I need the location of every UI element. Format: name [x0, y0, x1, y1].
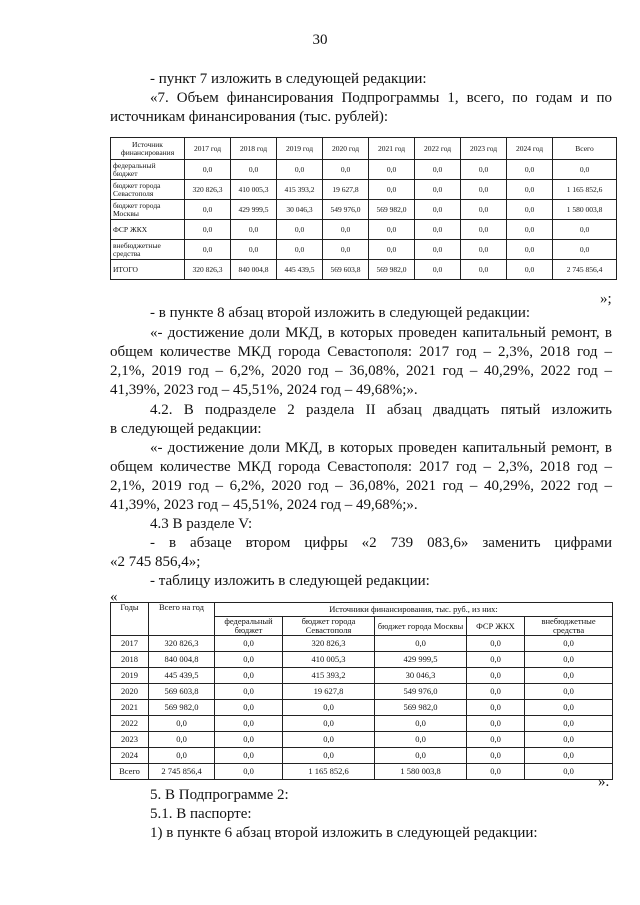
- table-cell: 0,0: [525, 652, 613, 668]
- table-row: [111, 652, 613, 668]
- table-cell: 0,0: [323, 240, 369, 260]
- paragraph: «7. Объем финансирования Подпрограммы 1, всего, по годам и по: [150, 90, 612, 106]
- table-cell: 0,0: [525, 700, 613, 716]
- table-cell: 2018: [111, 652, 149, 668]
- table-cell: 0,0: [231, 220, 277, 240]
- table-row: [111, 220, 617, 240]
- table-cell: 0,0: [369, 240, 415, 260]
- table-cell: 0,0: [461, 200, 507, 220]
- table-row: [111, 160, 617, 180]
- table-cell: 320 826,3: [185, 260, 231, 280]
- table-cell: 415 393,2: [277, 180, 323, 200]
- paragraph: 4.2. В подразделе 2 раздела II абзац двадцать пятый изложить: [150, 402, 612, 418]
- table-cell: 0,0: [215, 668, 283, 684]
- table-row: [111, 240, 617, 260]
- table-cell: 0,0: [461, 180, 507, 200]
- table-cell: 1 580 003,8: [375, 764, 467, 780]
- table-cell: 0,0: [461, 160, 507, 180]
- table-cell: 2 745 856,4: [553, 260, 617, 280]
- table-cell: 569 982,0: [375, 700, 467, 716]
- table-header-cell: ФСР ЖКХ: [467, 617, 525, 636]
- table-row: [111, 732, 613, 748]
- table-row: [111, 180, 617, 200]
- table-cell: Всего: [111, 764, 149, 780]
- closing-quote: »;: [600, 291, 612, 307]
- table-cell: 2020: [111, 684, 149, 700]
- table-cell: 2022: [111, 716, 149, 732]
- table-cell: 19 627,8: [283, 684, 375, 700]
- table-cell: 0,0: [467, 636, 525, 652]
- table-cell: 0,0: [553, 160, 617, 180]
- financing-table-1: [110, 137, 617, 280]
- table-cell: 0,0: [277, 220, 323, 240]
- opening-quote: «: [110, 589, 118, 605]
- table-cell: 0,0: [185, 200, 231, 220]
- table-cell: 569 982,0: [149, 700, 215, 716]
- table-cell: 0,0: [323, 220, 369, 240]
- table-cell: 429 999,5: [375, 652, 467, 668]
- paragraph: общем количестве МКД города Севастополя: 2017 год – 2,3%, 2018 год –: [110, 344, 612, 360]
- table-cell: 0,0: [323, 160, 369, 180]
- table-cell: 840 004,8: [231, 260, 277, 280]
- table-cell: 0,0: [215, 764, 283, 780]
- table-cell: 0,0: [149, 716, 215, 732]
- table-cell: 0,0: [467, 700, 525, 716]
- table-row: [111, 200, 617, 220]
- table-cell: 2024: [111, 748, 149, 764]
- table-cell: 0,0: [231, 160, 277, 180]
- table-row: [111, 748, 613, 764]
- table-header-cell: 2022 год: [415, 138, 461, 160]
- table-cell: 0,0: [415, 180, 461, 200]
- paragraph: - пункт 7 изложить в следующей редакции:: [150, 71, 427, 87]
- table-cell: 0,0: [467, 764, 525, 780]
- paragraph: 41,39%, 2023 год – 45,51%, 2024 год – 49,68%;».: [110, 497, 418, 513]
- table-header-cell: федеральный бюджет: [215, 617, 283, 636]
- table-cell: 0,0: [467, 652, 525, 668]
- table-header-cell: 2024 год: [507, 138, 553, 160]
- table-row: [111, 716, 613, 732]
- table-cell: 1 165 852,6: [553, 180, 617, 200]
- paragraph: - таблицу изложить в следующей редакции:: [150, 573, 430, 589]
- table-cell: 0,0: [149, 732, 215, 748]
- table-cell: 0,0: [461, 220, 507, 240]
- table-cell: 0,0: [525, 748, 613, 764]
- table-cell: 0,0: [375, 748, 467, 764]
- table-header-cell: Всего на год: [149, 603, 215, 636]
- table-cell: 0,0: [185, 220, 231, 240]
- table-cell: 445 439,5: [149, 668, 215, 684]
- table-cell: 0,0: [525, 668, 613, 684]
- table-row: [111, 684, 613, 700]
- table-header-cell: Всего: [553, 138, 617, 160]
- table-cell: 0,0: [525, 732, 613, 748]
- table-cell: 415 393,2: [283, 668, 375, 684]
- table-cell: 0,0: [507, 200, 553, 220]
- table-header-cell: 2018 год: [231, 138, 277, 160]
- table-cell: 840 004,8: [149, 652, 215, 668]
- table-cell: 0,0: [525, 636, 613, 652]
- paragraph: 41,39%, 2023 год – 45,51%, 2024 год – 49,68%;».: [110, 382, 418, 398]
- table-cell: 569 982,0: [369, 200, 415, 220]
- table-header-cell: Источники финансирования, тыс. руб., из них:: [215, 603, 613, 617]
- table-cell: 0,0: [507, 180, 553, 200]
- table-cell: 445 439,5: [277, 260, 323, 280]
- table-cell: 1 580 003,8: [553, 200, 617, 220]
- table-cell: 0,0: [185, 160, 231, 180]
- table-cell: 320 826,3: [283, 636, 375, 652]
- table-row: [111, 636, 613, 652]
- table-cell: 0,0: [215, 716, 283, 732]
- table-cell: 0,0: [467, 716, 525, 732]
- table-header-cell: Источник финансирования: [111, 138, 185, 160]
- table-cell: 410 005,3: [283, 652, 375, 668]
- table-cell: 0,0: [467, 684, 525, 700]
- table-cell: федеральный бюджет: [111, 160, 185, 180]
- table-cell: 1 165 852,6: [283, 764, 375, 780]
- table-cell: 2019: [111, 668, 149, 684]
- table-cell: 2 745 856,4: [149, 764, 215, 780]
- table-header-cell: 2023 год: [461, 138, 507, 160]
- paragraph: - в абзаце втором цифры «2 739 083,6» заменить цифрами: [150, 535, 612, 551]
- table-cell: 30 046,3: [277, 200, 323, 220]
- paragraph: - в пункте 8 абзац второй изложить в следующей редакции:: [150, 305, 531, 321]
- table-cell: 429 999,5: [231, 200, 277, 220]
- table-cell: 0,0: [277, 160, 323, 180]
- table-cell: 0,0: [283, 700, 375, 716]
- table-cell: 0,0: [467, 748, 525, 764]
- table-cell: 0,0: [461, 240, 507, 260]
- table-cell: ИТОГО: [111, 260, 185, 280]
- closing-quote: ».: [598, 774, 610, 790]
- table-cell: 0,0: [467, 732, 525, 748]
- paragraph: 5. В Подпрограмме 2:: [150, 787, 289, 803]
- table-header-cell: внебюджетные средства: [525, 617, 613, 636]
- table-cell: бюджет города Севастополя: [111, 180, 185, 200]
- table-cell: 0,0: [277, 240, 323, 260]
- table-cell: 0,0: [415, 240, 461, 260]
- table-cell: 0,0: [375, 636, 467, 652]
- table-cell: 0,0: [525, 684, 613, 700]
- paragraph: «- достижение доли МКД, в которых проведен капитальный ремонт, в: [150, 325, 612, 341]
- table-cell: 0,0: [525, 764, 613, 780]
- table-header-row: [111, 138, 617, 160]
- table-header-cell: 2021 год: [369, 138, 415, 160]
- table-row: [111, 668, 613, 684]
- table-cell: 0,0: [415, 220, 461, 240]
- table-cell: 0,0: [215, 684, 283, 700]
- table-cell: 549 976,0: [375, 684, 467, 700]
- table-cell: 0,0: [215, 636, 283, 652]
- table-cell: 320 826,3: [185, 180, 231, 200]
- table-cell: 19 627,8: [323, 180, 369, 200]
- table-cell: 0,0: [215, 700, 283, 716]
- table-cell: 0,0: [185, 240, 231, 260]
- table-header-cell: бюджет города Севастополя: [283, 617, 375, 636]
- table-cell: 0,0: [507, 260, 553, 280]
- table-cell: 30 046,3: [375, 668, 467, 684]
- table-cell: 320 826,3: [149, 636, 215, 652]
- table-header-cell: 2020 год: [323, 138, 369, 160]
- paragraph: источникам финансирования (тыс. рублей):: [110, 109, 389, 125]
- table-cell: 2017: [111, 636, 149, 652]
- table-cell: ФСР ЖКХ: [111, 220, 185, 240]
- table-cell: 0,0: [375, 732, 467, 748]
- table-cell: 569 982,0: [369, 260, 415, 280]
- paragraph: 2,1%, 2019 год – 6,2%, 2020 год – 36,08%, 2021 год – 40,29%, 2022 год –: [110, 478, 612, 494]
- table-cell: 0,0: [283, 732, 375, 748]
- paragraph: «- достижение доли МКД, в которых проведен капитальный ремонт, в: [150, 440, 612, 456]
- table-header-cell: 2017 год: [185, 138, 231, 160]
- paragraph: 1) в пункте 6 абзац второй изложить в следующей редакции:: [150, 825, 538, 841]
- financing-table-2: [110, 602, 613, 780]
- table-cell: 0,0: [369, 220, 415, 240]
- table-cell: 0,0: [507, 160, 553, 180]
- table-cell: внебюджетные средства: [111, 240, 185, 260]
- table-header-cell: Годы: [111, 603, 149, 636]
- page-number: 30: [312, 32, 328, 48]
- table-cell: 2023: [111, 732, 149, 748]
- table-cell: 0,0: [507, 240, 553, 260]
- table-row: [111, 700, 613, 716]
- table-cell: 569 603,8: [149, 684, 215, 700]
- paragraph: 4.3 В разделе V:: [150, 516, 253, 532]
- paragraph: «2 745 856,4»;: [110, 554, 201, 570]
- table-cell: 0,0: [283, 748, 375, 764]
- table-cell: 569 603,8: [323, 260, 369, 280]
- table-cell: 0,0: [231, 240, 277, 260]
- table-header-cell: бюджет города Москвы: [375, 617, 467, 636]
- table-cell: 0,0: [415, 260, 461, 280]
- table-cell: 0,0: [461, 260, 507, 280]
- paragraph: 5.1. В паспорте:: [150, 806, 252, 822]
- table-cell: 0,0: [215, 732, 283, 748]
- table-cell: бюджет города Москвы: [111, 200, 185, 220]
- table-header-cell: 2019 год: [277, 138, 323, 160]
- paragraph: в следующей редакции:: [110, 421, 262, 437]
- table-cell: 0,0: [369, 160, 415, 180]
- table-cell: 549 976,0: [323, 200, 369, 220]
- table-cell: 0,0: [415, 200, 461, 220]
- table-cell: 0,0: [507, 220, 553, 240]
- table-row: [111, 764, 613, 780]
- table-header-row: [111, 603, 613, 617]
- table-cell: 0,0: [415, 160, 461, 180]
- table-cell: 0,0: [553, 220, 617, 240]
- table-cell: 0,0: [553, 240, 617, 260]
- paragraph: общем количестве МКД города Севастополя: 2017 год – 2,3%, 2018 год –: [110, 459, 612, 475]
- table-cell: 0,0: [467, 668, 525, 684]
- table-cell: 0,0: [283, 716, 375, 732]
- paragraph: 2,1%, 2019 год – 6,2%, 2020 год – 36,08%, 2021 год – 40,29%, 2022 год –: [110, 363, 612, 379]
- table-cell: 2021: [111, 700, 149, 716]
- table-row: [111, 260, 617, 280]
- table-cell: 0,0: [215, 652, 283, 668]
- table-cell: 0,0: [375, 716, 467, 732]
- table-cell: 410 005,3: [231, 180, 277, 200]
- table-cell: 0,0: [215, 748, 283, 764]
- table-cell: 0,0: [369, 180, 415, 200]
- table-cell: 0,0: [149, 748, 215, 764]
- table-cell: 0,0: [525, 716, 613, 732]
